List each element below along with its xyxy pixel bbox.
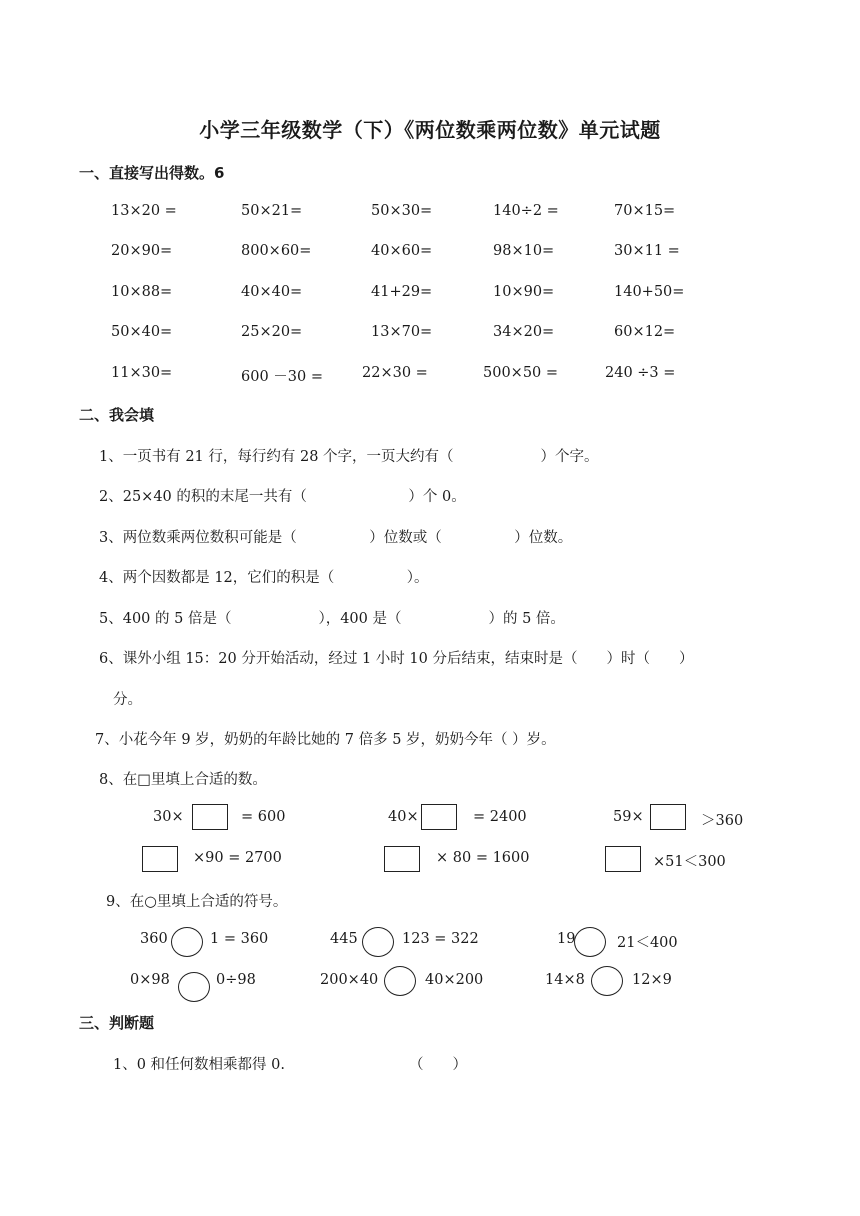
- q8-c-right: ＞360: [701, 813, 744, 829]
- page-title: 小学三年级数学（下）《两位数乘两位数》单元试题: [199, 118, 661, 142]
- fill-question-9: 9、在○里填上合适的符号。: [106, 894, 288, 910]
- calc-item: 50×40=: [111, 324, 173, 340]
- q8-f-right: ×51＜300: [653, 854, 726, 870]
- fill-question-1: 1、一页书有 21 行，每行约有 28 个字，一页大约有（ ）个字。: [99, 449, 599, 465]
- answer-box[interactable]: [142, 846, 178, 872]
- q8-e-right: × 80 = 1600: [436, 850, 530, 866]
- calc-item: 500×50 =: [483, 365, 559, 381]
- section-2-heading: 二、我会填: [79, 406, 155, 424]
- fill-question-6-tail: 分。: [113, 692, 142, 708]
- answer-box[interactable]: [192, 804, 228, 830]
- calc-item: 40×60=: [371, 243, 433, 259]
- fill-question-6: 6、课外小组 15：20 分开始活动，经过 1 小时 10 分后结束，结束时是（ ）时（ ）: [99, 651, 694, 667]
- calc-item: 22×30 =: [362, 365, 428, 381]
- calc-item: 98×10=: [493, 243, 555, 259]
- fill-question-4: 4、两个因数都是 12，它们的积是（ ）。: [99, 570, 429, 586]
- answer-circle[interactable]: [362, 927, 394, 957]
- calc-item: 10×90=: [493, 284, 555, 300]
- calc-item: 140+50=: [614, 284, 685, 300]
- fill-question-8: 8、在□里填上合适的数。: [99, 772, 267, 788]
- fill-question-7: 7、小花今年 9 岁，奶奶的年龄比她的 7 倍多 5 岁，奶奶今年（ ）岁。: [95, 732, 556, 748]
- answer-box[interactable]: [650, 804, 686, 830]
- calc-item: 40×40=: [241, 284, 303, 300]
- q9-e-left: 200×40: [320, 972, 379, 988]
- q9-d-left: 0×98: [130, 972, 170, 988]
- fill-question-2: 2、25×40 的积的末尾一共有（ ）个 0。: [99, 489, 466, 505]
- q8-b-left: 40×: [388, 809, 419, 825]
- q8-a-right: = 600: [241, 809, 286, 825]
- section-1-heading: 一、直接写出得数。6: [79, 164, 225, 182]
- q9-a-left: 360: [140, 931, 168, 947]
- answer-box[interactable]: [384, 846, 420, 872]
- q9-d-right: 0÷98: [216, 972, 256, 988]
- calc-item: 10×88=: [111, 284, 173, 300]
- calc-item: 30×11 =: [614, 243, 680, 259]
- answer-circle[interactable]: [178, 972, 210, 1002]
- q8-a-left: 30×: [153, 809, 184, 825]
- calc-item: 50×30=: [371, 203, 433, 219]
- calc-item: 13×70=: [371, 324, 433, 340]
- answer-circle[interactable]: [384, 966, 416, 996]
- q9-f-right: 12×9: [632, 972, 672, 988]
- answer-circle[interactable]: [171, 927, 203, 957]
- calc-item: 34×20=: [493, 324, 555, 340]
- fill-question-3: 3、两位数乘两位数积可能是（ ）位数或（ ）位数。: [99, 530, 573, 546]
- calc-item: 800×60=: [241, 243, 312, 259]
- q9-f-left: 14×8: [545, 972, 585, 988]
- q9-a-right: 1 = 360: [210, 931, 269, 947]
- answer-circle[interactable]: [574, 927, 606, 957]
- judge-answer-paren[interactable]: （ ）: [409, 1057, 467, 1073]
- calc-item: 13×20 =: [111, 203, 177, 219]
- calc-item: 11×30=: [111, 365, 173, 381]
- calc-item: 60×12=: [614, 324, 676, 340]
- answer-box[interactable]: [605, 846, 641, 872]
- calc-item: 70×15=: [614, 203, 676, 219]
- calc-item: 25×20=: [241, 324, 303, 340]
- q8-d-right: ×90 = 2700: [193, 850, 282, 866]
- calc-item: 50×21=: [241, 203, 303, 219]
- calc-item: 41+29=: [371, 284, 433, 300]
- calc-item: 240 ÷3 =: [605, 365, 676, 381]
- fill-question-5: 5、400 的 5 倍是（ ），400 是（ ）的 5 倍。: [99, 611, 565, 627]
- q8-b-right: = 2400: [473, 809, 527, 825]
- answer-box[interactable]: [421, 804, 457, 830]
- q9-e-right: 40×200: [425, 972, 484, 988]
- section-3-heading: 三、判断题: [79, 1014, 155, 1032]
- judge-question-1: 1、0 和任何数相乘都得 0.: [113, 1057, 286, 1073]
- answer-circle[interactable]: [591, 966, 623, 996]
- calc-item: 600 －30 =: [241, 369, 323, 385]
- q9-b-left: 445: [330, 931, 358, 947]
- q9-c-right: 21＜400: [617, 935, 678, 951]
- q8-c-left: 59×: [613, 809, 644, 825]
- calc-item: 20×90=: [111, 243, 173, 259]
- calc-item: 140÷2 =: [493, 203, 559, 219]
- q9-b-right: 123 = 322: [402, 931, 479, 947]
- q9-c-left: 19: [557, 931, 576, 947]
